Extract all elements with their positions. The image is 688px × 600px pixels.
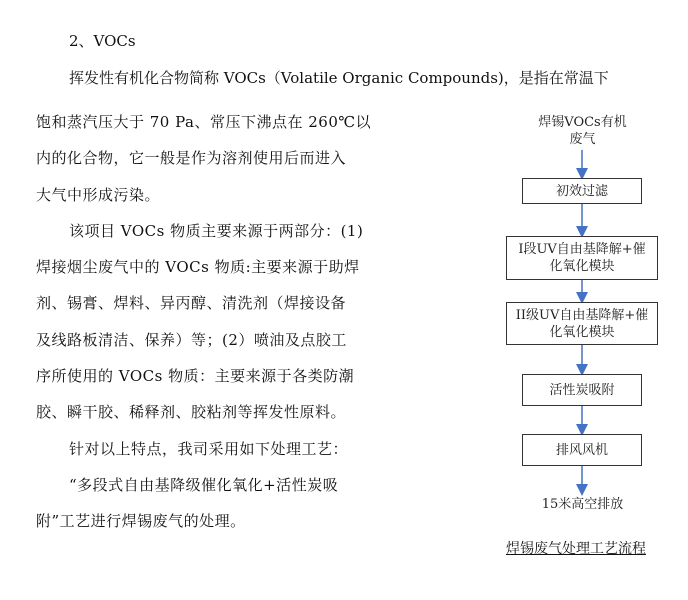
intro-line: 挥发性有机化合物简称 VOCs（Volatile Organic Compounds)，是指在常温下 <box>69 69 609 87</box>
section-heading: 2、VOCs <box>69 32 136 50</box>
flow-step-prefilter: 初效过滤 <box>522 178 642 204</box>
body-text <box>36 104 406 540</box>
body-line: 该项目 VOCs 物质主要来源于两部分：(1) <box>69 221 364 240</box>
body-line: 大气中形成污染。 <box>36 185 161 204</box>
body-line: 附”工艺进行焊锡废气的处理。 <box>36 512 246 531</box>
body-line: 胶、瞬干胶、稀释剂、胶粘剂等挥发性原料。 <box>36 403 347 422</box>
body-line: 焊接烟尘废气中的 VOCs 物质:主要来源于助焊 <box>36 258 360 277</box>
flowchart-caption: 焊锡废气处理工艺流程 <box>506 541 646 557</box>
body-line: 剂、锡膏、焊料、异丙醇、清洗剂（焊接设备 <box>36 294 347 313</box>
flow-step-exhaust-fan: 排风风机 <box>522 434 642 466</box>
body-line: 内的化合物，它一般是作为溶剂使用后而进入 <box>36 149 347 168</box>
flow-source: 焊锡VOCs有机 废气 <box>538 115 627 147</box>
process-flowchart <box>500 112 665 562</box>
body-line: 及线路板清洁、保养）等；(2）喷油及点胶工 <box>36 330 347 349</box>
flow-outlet: 15米高空排放 <box>541 497 624 512</box>
body-line: 饱和蒸汽压大于 70 Pa、常压下沸点在 260℃以 <box>36 113 372 131</box>
flow-step-activated-carbon: 活性炭吸附 <box>522 374 642 406</box>
body-line: 序所使用的 VOCs 物质：主要来源于各类防潮 <box>36 367 355 386</box>
body-line: 针对以上特点，我司采用如下处理工艺： <box>69 439 349 458</box>
flow-step-uv-stage-1: I段UV自由基降解+催 化氧化模块 <box>506 236 658 280</box>
body-line: “多段式自由基降级催化氧化+活性炭吸 <box>69 475 339 494</box>
flow-step-uv-stage-2: II级UV自由基降解+催 化氧化模块 <box>506 302 658 345</box>
